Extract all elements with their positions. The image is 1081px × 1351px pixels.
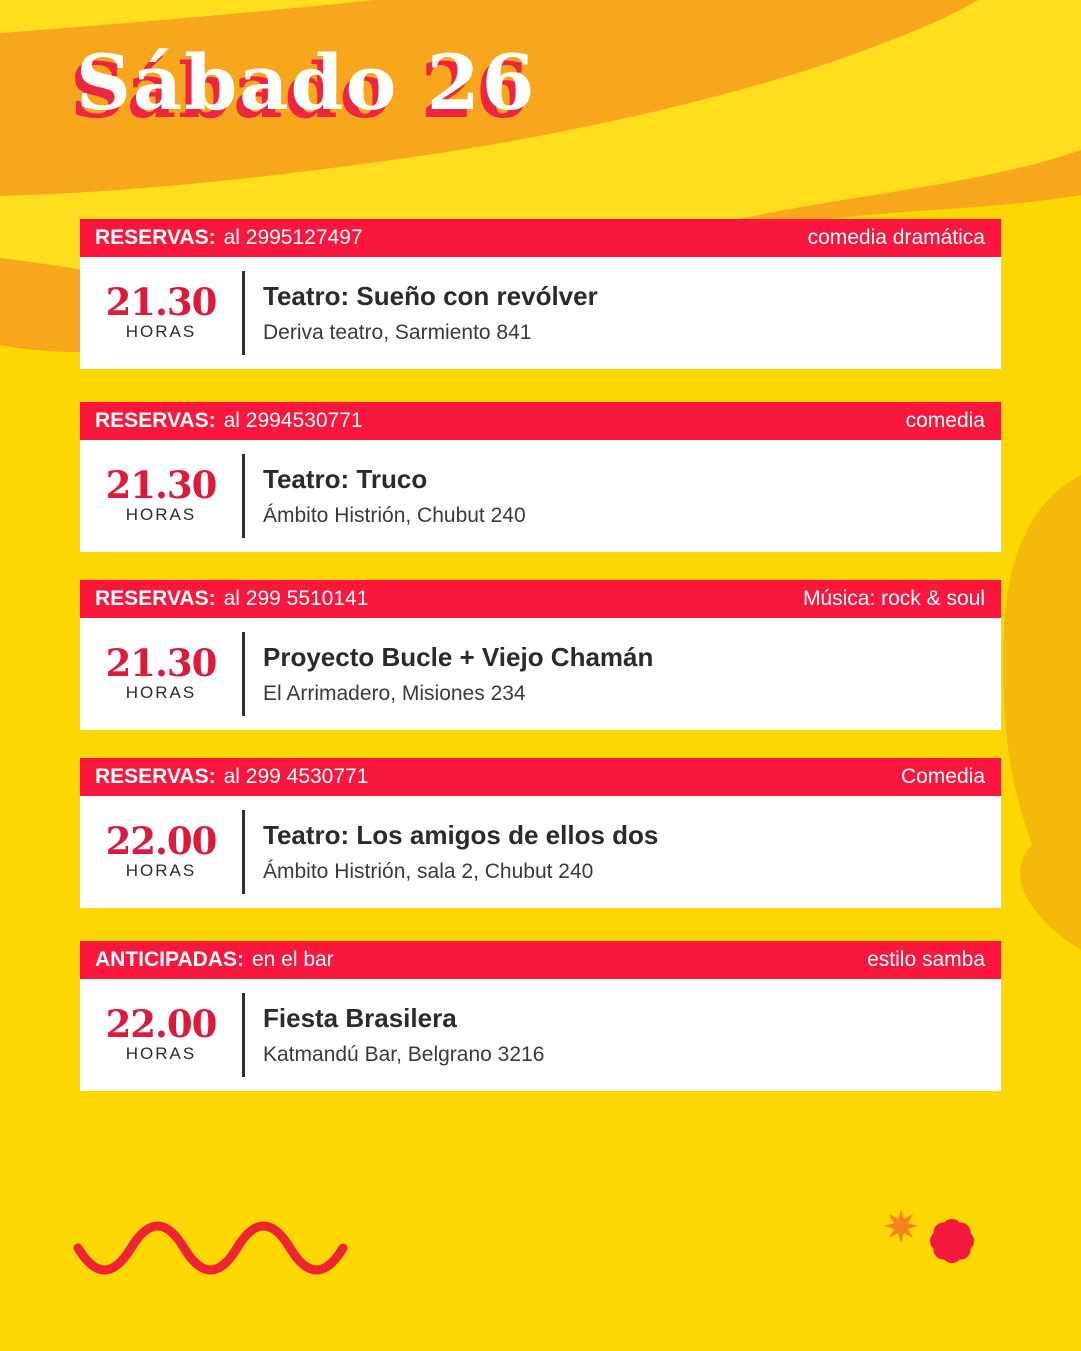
- page-title: Sábado 26: [76, 38, 537, 127]
- time-block: [80, 463, 242, 525]
- time-unit-label: HORAS: [125, 505, 197, 524]
- event-time: 21.30: [105, 641, 217, 685]
- event-time: 22.00: [105, 819, 217, 863]
- reservation-info: [95, 587, 368, 611]
- time-unit-label: HORAS: [125, 683, 197, 702]
- reservation-label: RESERVAS:: [95, 226, 216, 249]
- event-title: Proyecto Bucle + Viejo Chamán: [263, 642, 654, 672]
- card-body: [80, 257, 1001, 369]
- card-body: [80, 440, 1001, 552]
- vertical-divider: [242, 632, 245, 716]
- event-card: [80, 580, 1001, 730]
- reservation-label: RESERVAS:: [95, 587, 216, 610]
- event-title: Teatro: Sueño con revólver: [263, 281, 598, 311]
- flower-icon: [930, 1219, 974, 1263]
- reservation-info: [95, 948, 334, 972]
- vertical-divider: [242, 454, 245, 538]
- time-block: [80, 1002, 242, 1064]
- reservation-detail: al 2995127497: [223, 226, 363, 249]
- wave-line-icon: [78, 1226, 343, 1270]
- card-body: [80, 796, 1001, 908]
- time-unit-label: HORAS: [125, 861, 197, 880]
- event-title: Teatro: Truco: [263, 464, 428, 494]
- vertical-divider: [242, 993, 245, 1077]
- event-time: 21.30: [105, 280, 217, 324]
- vertical-divider: [242, 271, 245, 355]
- reservation-detail: al 299 5510141: [223, 587, 369, 610]
- event-venue: Ámbito Histrión, Chubut 240: [263, 503, 526, 527]
- reservation-info: [95, 409, 363, 433]
- event-venue: Ámbito Histrión, sala 2, Chubut 240: [263, 859, 594, 883]
- reservation-label: ANTICIPADAS:: [95, 948, 244, 971]
- event-card: [80, 402, 1001, 552]
- event-venue: El Arrimadero, Misiones 234: [263, 681, 526, 705]
- category-label: Música: rock & soul: [802, 587, 985, 610]
- reservation-detail: al 299 4530771: [223, 765, 369, 788]
- reservation-info: [95, 226, 363, 250]
- starburst-icon: [884, 1209, 918, 1243]
- card-body: [80, 979, 1001, 1091]
- reservation-label: RESERVAS:: [95, 765, 216, 788]
- event-time: 22.00: [105, 1002, 217, 1046]
- card-header: [80, 580, 1001, 618]
- reservation-detail: al 2994530771: [223, 409, 363, 432]
- reservation-info: [95, 765, 368, 789]
- event-venue: Deriva teatro, Sarmiento 841: [263, 320, 532, 344]
- card-header: [80, 758, 1001, 796]
- vertical-divider: [242, 810, 245, 894]
- time-block: [80, 641, 242, 703]
- event-info: [263, 1004, 544, 1066]
- category-label: Comedia: [900, 765, 985, 788]
- event-card: [80, 219, 1001, 369]
- time-unit-label: HORAS: [125, 1044, 197, 1063]
- event-card: [80, 941, 1001, 1091]
- gold-blob-shape: [1003, 475, 1081, 950]
- category-label: comedia dramática: [807, 226, 985, 249]
- card-header: [80, 402, 1001, 440]
- event-info: [263, 821, 658, 883]
- event-time: 21.30: [105, 463, 217, 507]
- reservation-label: RESERVAS:: [95, 409, 216, 432]
- event-venue: Katmandú Bar, Belgrano 3216: [263, 1042, 545, 1066]
- event-title: Teatro: Los amigos de ellos dos: [263, 820, 659, 850]
- event-card: [80, 758, 1001, 908]
- reservation-detail: en el bar: [251, 948, 334, 971]
- event-info: [263, 465, 526, 527]
- event-info: [263, 282, 598, 344]
- card-header: [80, 941, 1001, 979]
- time-unit-label: HORAS: [125, 322, 197, 341]
- time-block: [80, 280, 242, 342]
- category-label: estilo samba: [867, 948, 985, 971]
- event-info: [263, 643, 653, 705]
- card-header: [80, 219, 1001, 257]
- card-body: [80, 618, 1001, 730]
- time-block: [80, 819, 242, 881]
- event-title: Fiesta Brasilera: [263, 1003, 457, 1033]
- category-label: comedia: [905, 409, 985, 432]
